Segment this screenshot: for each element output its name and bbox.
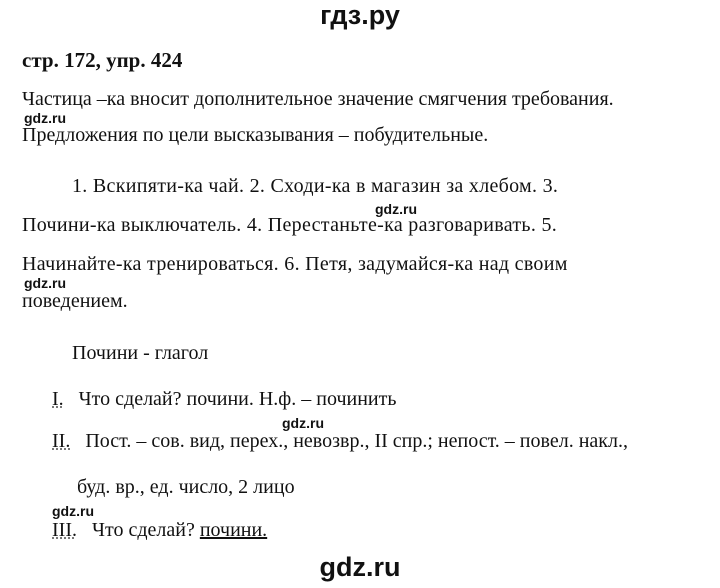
roman-numeral: I. xyxy=(52,388,64,410)
site-footer: gdz.ru xyxy=(319,552,401,582)
roman-numeral: III. xyxy=(52,519,77,541)
exercise-title: стр. 172, упр. 424 xyxy=(22,48,183,72)
analysis-item-3 xyxy=(52,519,267,542)
watermark: gdz.ru xyxy=(52,503,94,519)
sentences-line-3: Начинайте-ка тренироваться. 6. Петя, задумайся-ка над своим xyxy=(22,253,568,275)
analysis-item-1-text: Что сделай? почини. Н.ф. – починить xyxy=(78,388,397,410)
watermark: gdz.ru xyxy=(375,201,417,217)
sentences-line-4: поведением. xyxy=(22,290,128,312)
analysis-item-2-continued: буд. вр., ед. число, 2 лицо xyxy=(77,476,295,498)
watermark: gdz.ru xyxy=(24,275,66,291)
analysis-heading: Почини - глагол xyxy=(72,342,209,364)
analysis-item-3-question: Что сделай? xyxy=(91,519,195,541)
watermark: gdz.ru xyxy=(24,110,66,126)
analysis-item-2 xyxy=(52,430,628,453)
intro-line-2: Предложения по цели высказывания – побудительные. xyxy=(22,124,489,146)
analysis-item-1 xyxy=(52,388,396,411)
site-header: гдз.ру xyxy=(320,0,400,30)
roman-numeral: II. xyxy=(52,430,71,452)
sentences-line-1: 1. Вскипяти-ка чай. 2. Сходи-ка в магазин за хлебом. 3. xyxy=(72,175,559,197)
watermark: gdz.ru xyxy=(282,415,324,431)
analysis-item-2-text: Пост. – сов. вид, перех., невозвр., II спр.; непост. – повел. накл., xyxy=(85,430,628,452)
intro-line-1: Частица –ка вносит дополнительное значение смягчения требования. xyxy=(22,88,614,110)
analysis-item-3-word: почини. xyxy=(199,519,268,541)
sentences-line-2: Почини-ка выключатель. 4. Перестаньте-ка разговаривать. 5. xyxy=(22,214,558,236)
